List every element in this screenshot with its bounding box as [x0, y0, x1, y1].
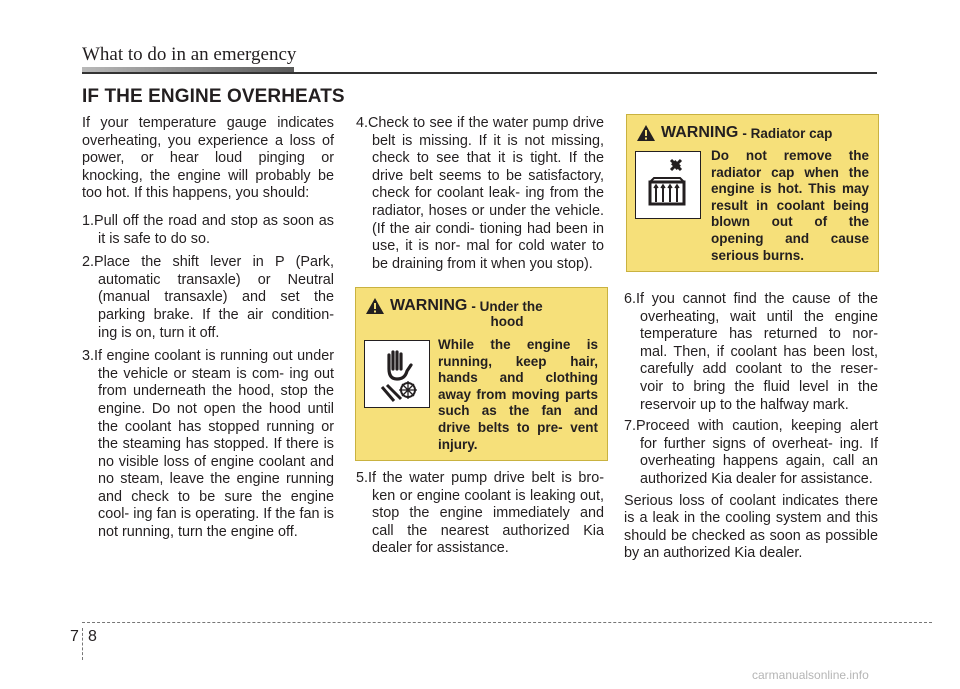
column-3	[624, 291, 878, 563]
warning-word: WARNING	[661, 124, 739, 141]
header-rule	[82, 72, 877, 74]
warning-text: While the engine is running, keep hair, hands and clothing away from moving parts such as the fan and drive belts to pre- vent injury.	[438, 337, 598, 452]
step-1: 1.Pull off the road and stop as soon as it is safe to do so.	[82, 212, 334, 247]
column-2-bottom	[356, 470, 604, 558]
column-2	[356, 115, 604, 273]
footer-vertical-divider	[82, 628, 83, 660]
warning-box-radiator	[626, 114, 879, 272]
warning-text: Do not remove the radiator cap when the engine is hot. This may result in coolant being blown out of the opening and cause serious burns.	[711, 148, 869, 263]
section-title: IF THE ENGINE OVERHEATS	[82, 86, 345, 107]
warning-word: WARNING	[390, 297, 468, 314]
hot-radiator-icon	[635, 151, 701, 219]
warning-subtitle: - Radiator cap	[742, 126, 833, 141]
step-5: 5.If the water pump drive belt is bro- ken or engine coolant is leaking out, stop the engine immediately and call the nearest authorized Kia dealer for assistance.	[356, 470, 604, 557]
watermark: carmanualsonline.info	[752, 668, 869, 682]
chapter-number: 7	[70, 628, 79, 645]
intro-paragraph: If your temperature gauge indicates overheating, you experience a loss of power, or hear loud pinging or knocking, the engine will probably be too hot. If this happens, you should:	[82, 115, 334, 202]
closing-paragraph: Serious loss of coolant indicates there is a leak in the cooling system and this should be checked as soon as possible by an authorized Kia dealer.	[624, 492, 878, 562]
moving-parts-hazard-icon	[364, 340, 430, 408]
step-7: 7.Proceed with caution, keeping alert for further signs of overheat- ing. If overheating happens again, call an authorized Kia dealer for assistance.	[624, 418, 878, 487]
step-3: 3.If engine coolant is running out under the vehicle or steam is com- ing out from underneath the hood, stop the engine. Do not open the hood until the coolant has stopped running or the steaming has stopped. If there is no visible loss of engine coolant and no steam, leave the engine running and check to be sure the engine cool- ing fan is operating. If the fan is not running, turn the engine off.	[82, 348, 334, 541]
warning-subtitle: - Under the	[471, 299, 543, 314]
warning-triangle-icon	[636, 124, 656, 142]
footer-divider	[82, 622, 932, 623]
step-2: 2.Place the shift lever in P (Park, automatic transaxle) or Neutral (manual transaxle) and set the parking brake. If the air condition- ing is on, turn it off.	[82, 254, 334, 341]
page-number: 8	[88, 628, 97, 645]
chapter-title: What to do in an emergency	[82, 44, 297, 65]
column-1	[82, 115, 334, 542]
step-6: 6.If you cannot find the cause of the overheating, wait until the engine temperature has returned to nor- mal. Then, if coolant has been lost, carefully add coolant to the reser- voir to bring the fluid level in the reservoir up to the halfway mark.	[624, 291, 878, 413]
warning-subtitle-2: hood	[490, 314, 524, 329]
warning-box-hood	[355, 287, 608, 461]
step-4: 4.Check to see if the water pump drive belt is missing. If it is not missing, check to see that it is tight. If the drive belt seems to be satisfactory, check for coolant leak- ing from the radiator, hoses or under the vehicle. (If the air condi- tioning had been in use, it is nor- mal for cold water to be draining from it when you stop).	[356, 115, 604, 272]
warning-triangle-icon	[365, 297, 385, 315]
